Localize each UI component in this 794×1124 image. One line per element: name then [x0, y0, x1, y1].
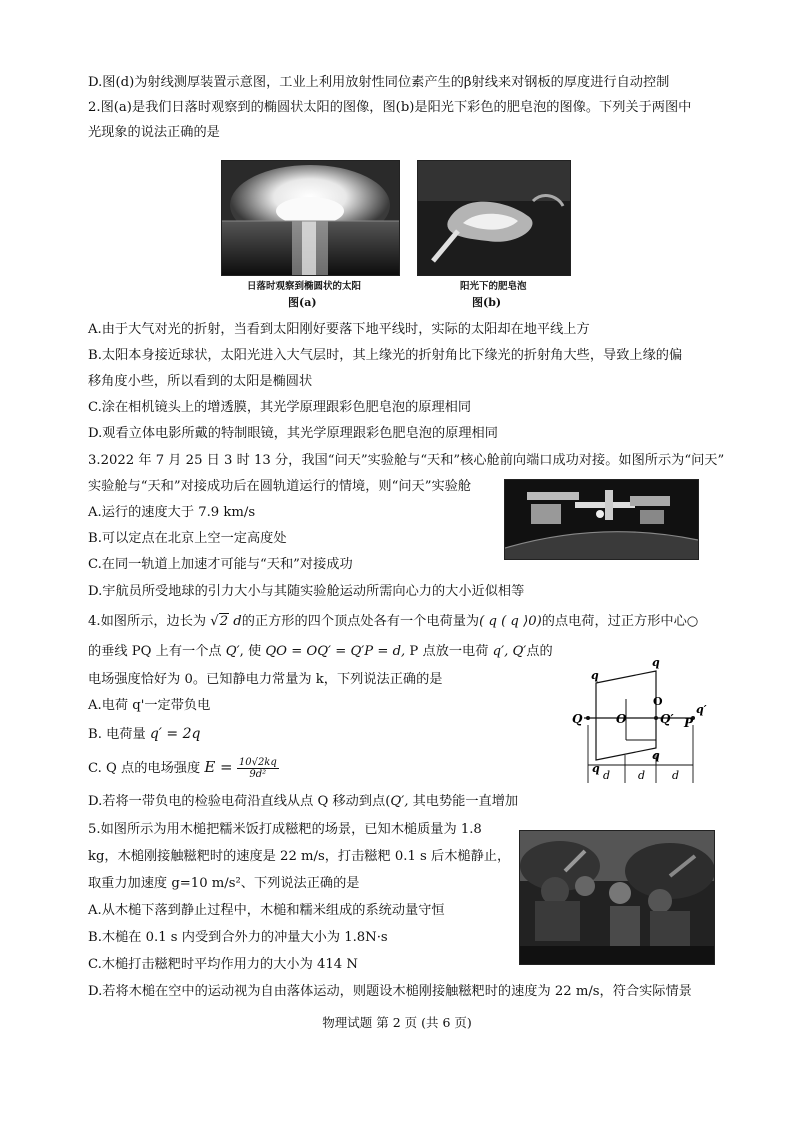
q4-option-d-text: 其电势能一直增加 [412, 794, 519, 809]
field-strength-fraction [237, 757, 279, 780]
q2-option-c: C.涂在相机镜头上的增透膜，其光学原理跟彩色肥皂泡的原理相同 [88, 400, 472, 415]
q4-stem-text: 4.如图所示，边长为 [88, 614, 207, 629]
soap-bubble-photo [417, 160, 571, 276]
fraction-denominator: 9d² [249, 769, 267, 780]
label-charge-qprime: q′ [696, 703, 707, 716]
point-qprime-dot [654, 716, 658, 720]
fig-b-label: 图(b) [472, 296, 502, 309]
q3-option-c: C.在同一轨道上加速才可能与“天和”对接成功 [88, 557, 353, 572]
q4-option-b [88, 724, 200, 745]
sunset-photo [221, 160, 400, 276]
q3-stem-line2: 实验舱与“天和”对接成功后在圆轨道运行的情境，则“问天”实验舱 [88, 479, 472, 494]
q4-stem-text: P 点放一电荷 [405, 644, 489, 659]
label-q-bottom-right: q [652, 749, 660, 762]
label-q-top-right: q [652, 656, 660, 669]
charge-qprime: q′, Q′ [492, 644, 527, 659]
label-point-qprime: Q′ [660, 712, 674, 726]
q5-option-a: A.从木槌下落到静止过程中，木槌和糯米组成的系统动量守恒 [88, 903, 445, 918]
side-d: d [233, 614, 242, 629]
field-strength-symbol: E = [204, 758, 233, 776]
label-point-o: O [616, 712, 627, 726]
q4-stem-text: 的正方形的四个顶点处各有一个电荷量为 [241, 614, 480, 629]
q4-stem-text: 点的 [526, 644, 553, 659]
point-qprime: Q′, [390, 794, 409, 809]
space-station-photo [504, 479, 699, 560]
dimension-d-3: d [672, 769, 680, 782]
fraction-numerator: 10√2kq [238, 757, 277, 768]
q5-option-c: C.木槌打击糍粑时平均作用力的大小为 414 N [88, 957, 358, 972]
point-qprime: Q′ [225, 644, 240, 659]
dimension-d-1: d [603, 769, 611, 782]
q4-option-a: A.电荷 q'一定带负电 [88, 698, 211, 713]
page-footer: 物理试题 第 2 页 (共 6 页) [322, 1015, 472, 1030]
rice-cake-pounding-photo [519, 830, 715, 965]
label-point-q: Q [572, 712, 583, 726]
q5-option-b: B.木槌在 0.1 s 内受到合外力的冲量大小为 1.8N·s [88, 930, 388, 945]
fig-a-caption: 日落时观察到椭圆状的太阳 [247, 281, 362, 292]
label-point-p: P [684, 716, 694, 730]
q4-stem-line1 [88, 612, 698, 632]
charge-ratio-equation: q′ = 2q [149, 726, 201, 742]
q2-stem-line2: 光现象的说法正确的是 [88, 125, 220, 140]
q4-stem-text: 的垂线 PQ 上有一个点 [88, 644, 222, 659]
q3-option-a: A.运行的速度大于 7.9 km/s [88, 505, 256, 520]
point-q-dot [586, 716, 590, 720]
q5-stem-line1: 5.如图所示为用木槌把糯米饭打成糍粑的场景，已知木槌质量为 1.8 [88, 822, 482, 837]
dimension-d-2: d [638, 769, 646, 782]
q4-stem-line2 [88, 642, 553, 662]
q5-stem-line2: kg，木槌刚接触糍粑时的速度是 22 m/s，打击糍粑 0.1 s 后木槌静止， [88, 849, 511, 864]
charge-q: ( q ( q ⟩0) [479, 614, 542, 629]
sqrt-radicand: 2 [219, 614, 229, 629]
q2-option-a: A.由于大气对光的折射，当看到太阳刚好要落下地平线时，实际的太阳却在地平线上方 [88, 322, 590, 337]
q4-stem-line3: 电场强度恰好为 0。已知静电力常量为 k，下列说法正确的是 [88, 672, 443, 687]
q4-stem-text: 的点电荷，过正方形中心○ [541, 614, 699, 629]
space-station-image [505, 480, 698, 559]
soap-bubble-image [418, 161, 570, 275]
q3-option-b: B.可以定点在北京上空一定高度处 [88, 531, 287, 546]
q3-option-d: D.宇航员所受地球的引力大小与其随实验舱运动所需向心力的大小近似相等 [88, 584, 525, 599]
q5-option-d: D.若将木槌在空中的运动视为自由落体运动，则题设木槌刚接触糍粑时的速度为 22 m/s，符合实际情景 [88, 984, 692, 999]
q2-option-b-line1: B.太阳本身接近球状，太阳光进入大气层时，其上缘光的折射角比下缘光的折射角大些，导致上缘的偏 [88, 348, 683, 363]
rice-cake-pounding-image [520, 831, 714, 964]
q4-option-c-text: C. Q 点的电场强度 [88, 761, 201, 776]
q3-stem-line1: 3.2022 年 7 月 25 日 3 时 13 分，我国“问天”实验舱与“天和”核心舱前向端口成功对接。如图所示为“问天” [88, 453, 725, 468]
q5-stem-line3: 取重力加速度 g=10 m/s²、下列说法正确的是 [88, 876, 360, 891]
charge-square-diagram [570, 655, 710, 790]
q4-option-c [88, 752, 279, 784]
fig-a-label: 图(a) [288, 296, 317, 309]
label-o-upper: O [653, 695, 663, 708]
q4-option-b-text: B. 电荷量 [88, 727, 146, 742]
label-q-bottom-left: q [592, 762, 600, 775]
q4-side-length: √2 d [210, 614, 242, 629]
q2-stem-line1: 2.图(a)是我们日落时观察到的椭圆状太阳的图像，图(b)是阳光下彩色的肥皂泡的图像。下列关于两图中 [88, 100, 692, 115]
q4-option-d-text: D.若将一带负电的检验电荷沿直线从点 Q 移动到点( [88, 794, 391, 809]
sunset-image [222, 161, 399, 275]
distance-equation: QO = OQ′ = Q′P = d, [265, 644, 406, 659]
q2-option-d: D.观看立体电影所戴的特制眼镜，其光学原理跟彩色肥皂泡的原理相同 [88, 426, 498, 441]
q1-option-d: D.图(d)为射线测厚装置示意图，工业上利用放射性同位素产生的β射线来对钢板的厚度进行自动控制 [88, 75, 670, 90]
fig-b-caption: 阳光下的肥皂泡 [460, 281, 527, 292]
q4-option-d [88, 792, 518, 812]
q2-option-b-line2: 移角度小些，所以看到的太阳是椭圆状 [88, 374, 313, 389]
q4-stem-text: , 使 [239, 644, 262, 659]
label-q-top-left: q [591, 669, 599, 682]
